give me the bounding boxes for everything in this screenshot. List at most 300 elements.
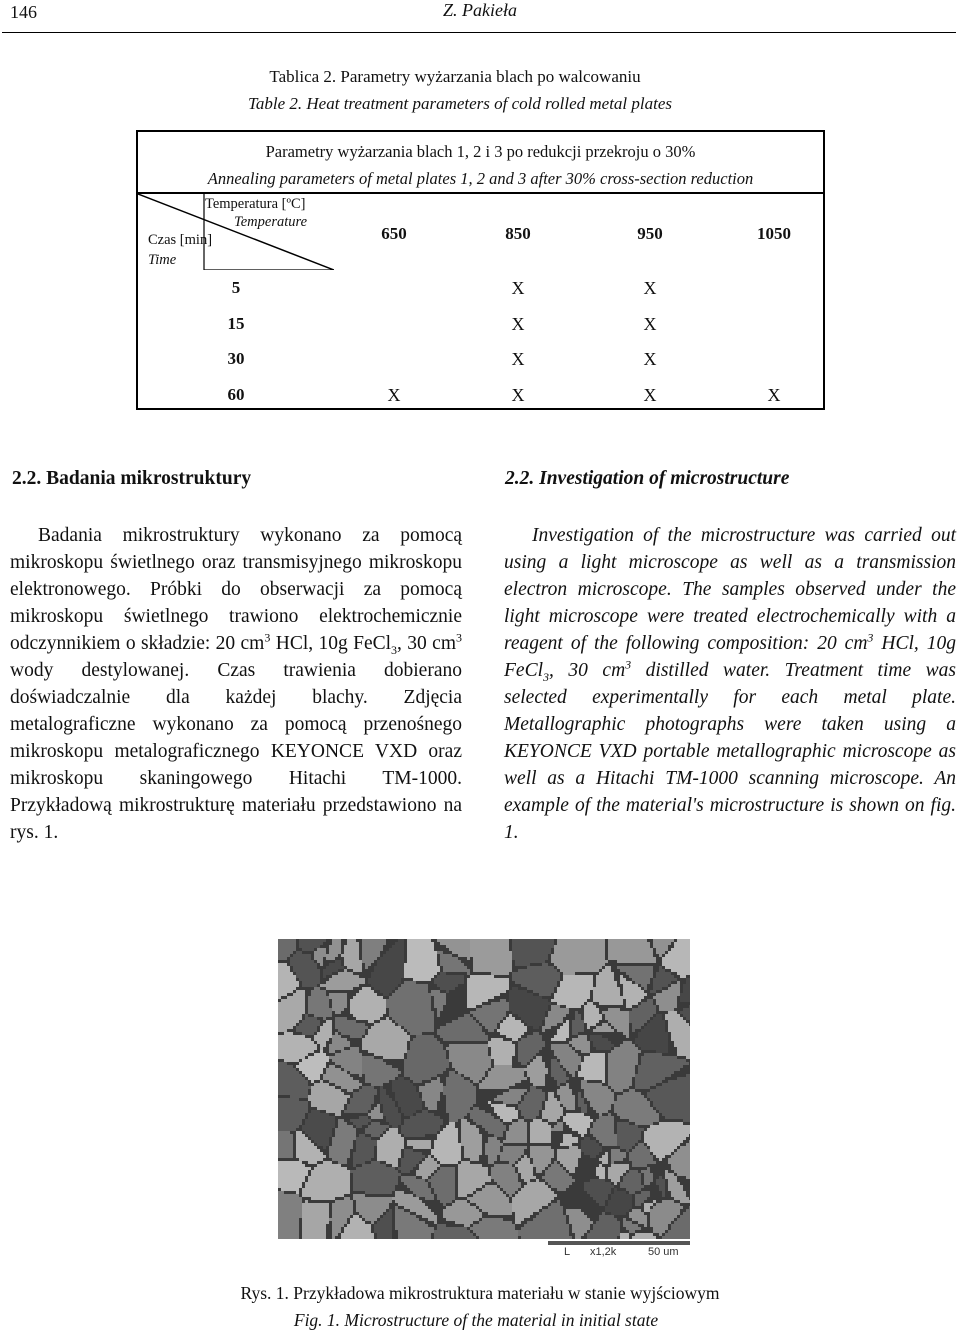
grain-pixel (515, 1020, 518, 1023)
grain-pixel (371, 957, 374, 960)
column-header-850: 850 (505, 224, 531, 243)
grain-pixel (350, 945, 353, 948)
grain-pixel (689, 1005, 690, 1008)
grain-pixel (530, 987, 533, 990)
grain-pixel (485, 972, 488, 975)
grain-pixel (386, 954, 389, 957)
grain-pixel (431, 942, 434, 945)
grain-pixel (545, 1044, 548, 1047)
grain-pixel (575, 1008, 578, 1011)
grain-pixel (410, 957, 413, 960)
grain-pixel (533, 987, 536, 990)
grain-pixel (326, 966, 329, 969)
grain-pixel (470, 981, 473, 984)
grain-pixel (560, 996, 563, 999)
grain-pixel (434, 942, 437, 945)
grain-pixel (524, 1011, 527, 1014)
grain-pixel (524, 951, 527, 954)
grain-pixel (590, 954, 593, 957)
grain-pixel (413, 981, 416, 984)
grain-pixel (554, 1026, 557, 1029)
grain-pixel (482, 999, 485, 1002)
grain-pixel (455, 1005, 458, 1008)
grain-pixel (530, 975, 533, 978)
grain-pixel (602, 1038, 605, 1041)
grain-pixel (440, 960, 443, 963)
grain-pixel (320, 948, 323, 951)
grain-pixel (476, 1017, 479, 1020)
grain-pixel (566, 1026, 569, 1029)
grain-pixel (536, 996, 539, 999)
grain-pixel (614, 939, 617, 942)
grain-pixel (338, 1035, 341, 1038)
grain-pixel (428, 1029, 431, 1032)
grain-pixel (428, 987, 431, 990)
grain-pixel (665, 939, 668, 942)
grain-pixel (644, 1005, 647, 1008)
grain-pixel (554, 1032, 557, 1035)
grain-pixel (566, 1044, 569, 1047)
grain-pixel (548, 1038, 551, 1041)
grain-pixel (524, 1005, 527, 1008)
grain-pixel (365, 1011, 368, 1014)
grain-pixel (488, 939, 491, 942)
grain-pixel (515, 993, 518, 996)
grain-pixel (677, 1002, 680, 1005)
grain-pixel (407, 999, 410, 1002)
grain-pixel (500, 1044, 503, 1047)
grain-pixel (533, 1017, 536, 1020)
grain-pixel (362, 1044, 365, 1047)
grain-pixel (680, 969, 683, 972)
grain-pixel (284, 990, 287, 993)
grain-pixel (650, 987, 653, 990)
grain-pixel (656, 963, 659, 966)
grain-pixel (434, 1029, 437, 1032)
grain-pixel (548, 1044, 551, 1047)
grain-pixel (548, 1041, 551, 1044)
grain-pixel (467, 1044, 470, 1047)
grain-pixel (311, 1017, 314, 1020)
grain-pixel (644, 945, 647, 948)
grain-pixel (593, 1041, 596, 1044)
grain-pixel (374, 1038, 377, 1041)
grain-pixel (308, 1023, 311, 1026)
grain-pixel (587, 945, 590, 948)
grain-pixel (365, 987, 368, 990)
grain-pixel (506, 1002, 509, 1005)
grain-pixel (620, 969, 623, 972)
grain-pixel (374, 999, 377, 1002)
grain-pixel (386, 1035, 389, 1038)
grain-pixel (311, 1002, 314, 1005)
grain-pixel (350, 990, 353, 993)
grain-pixel (410, 1002, 413, 1005)
grain-pixel (605, 1035, 608, 1038)
grain-pixel (353, 1029, 356, 1032)
grain-pixel (482, 1005, 485, 1008)
grain-pixel (542, 1041, 545, 1044)
grain-pixel (419, 1041, 422, 1044)
grain-pixel (380, 960, 383, 963)
grain-pixel (422, 1026, 425, 1029)
grain-pixel (314, 975, 317, 978)
grain-pixel (404, 1038, 407, 1041)
grain-pixel (347, 1032, 350, 1035)
grain-pixel (509, 1023, 512, 1026)
grain-pixel (371, 999, 374, 1002)
grain-pixel (623, 1017, 626, 1020)
grain-pixel (449, 1029, 452, 1032)
grain-pixel (350, 1035, 353, 1038)
grain-pixel (629, 966, 632, 969)
grain-pixel (533, 996, 536, 999)
grain-pixel (485, 1032, 488, 1035)
grain-pixel (281, 987, 284, 990)
grain-pixel (503, 1023, 506, 1026)
grain-pixel (287, 957, 290, 960)
grain-pixel (332, 1008, 335, 1011)
grain-pixel (578, 957, 581, 960)
grain-pixel (290, 1023, 293, 1026)
grain-pixel (557, 1017, 560, 1020)
grain-pixel (689, 1023, 690, 1026)
grain-pixel (329, 1023, 332, 1026)
grain-pixel (545, 966, 548, 969)
grain-pixel (680, 984, 683, 987)
grain-pixel (683, 1032, 686, 1035)
grain-pixel (575, 1011, 578, 1014)
grain-pixel (413, 1029, 416, 1032)
microstructure-image (278, 939, 690, 1239)
grain-pixel (578, 1029, 581, 1032)
grain-pixel (605, 987, 608, 990)
grain-pixel (479, 984, 482, 987)
grain-pixel (488, 1020, 491, 1023)
grain-pixel (497, 972, 500, 975)
grain-pixel (599, 1002, 602, 1005)
grain-pixel (641, 1041, 644, 1044)
grain-pixel (476, 1014, 479, 1017)
grain-pixel (548, 1032, 551, 1035)
grain-pixel (515, 1029, 518, 1032)
grain-pixel (590, 990, 593, 993)
grain-pixel (557, 954, 560, 957)
grain-pixel (317, 948, 320, 951)
grain-pixel (461, 1026, 464, 1029)
grain-pixel (368, 1014, 371, 1017)
grain-pixel (374, 1044, 377, 1047)
grain-pixel (566, 969, 569, 972)
grain-pixel (335, 1020, 338, 1023)
grain-pixel (626, 1038, 629, 1041)
grain-pixel (482, 1038, 485, 1041)
grain-pixel (383, 1017, 386, 1020)
grain-pixel (488, 1017, 491, 1020)
grain-pixel (317, 1023, 320, 1026)
grain-pixel (311, 981, 314, 984)
grain-pixel (305, 990, 308, 993)
grain-pixel (602, 978, 605, 981)
grain-pixel (668, 972, 671, 975)
grain-pixel (593, 975, 596, 978)
grain-pixel (638, 999, 641, 1002)
grain-pixel (416, 1008, 419, 1011)
grain-pixel (329, 1035, 332, 1038)
grain-pixel (494, 957, 497, 960)
grain-pixel (473, 957, 476, 960)
grain-pixel (629, 957, 632, 960)
grain-pixel (383, 1038, 386, 1041)
grain-pixel (674, 969, 677, 972)
grain-pixel (578, 1020, 581, 1023)
grain-pixel (677, 954, 680, 957)
grain-pixel (305, 1038, 308, 1041)
grain-pixel (455, 987, 458, 990)
grain-pixel (623, 981, 626, 984)
grain-pixel (404, 942, 407, 945)
grain-pixel (506, 951, 509, 954)
grain-pixel (368, 1026, 371, 1029)
grain-pixel (506, 1035, 509, 1038)
grain-pixel (620, 975, 623, 978)
grain-pixel (443, 990, 446, 993)
grain-pixel (656, 975, 659, 978)
grain-pixel (668, 987, 671, 990)
grain-pixel (554, 954, 557, 957)
grain-pixel (302, 1041, 305, 1044)
grain-pixel (458, 1005, 461, 1008)
grain-pixel (404, 969, 407, 972)
grain-pixel (485, 963, 488, 966)
grain-pixel (437, 945, 440, 948)
grain-pixel (326, 1008, 329, 1011)
grain-pixel (551, 960, 554, 963)
grain-pixel (569, 1032, 572, 1035)
grain-pixel (419, 1017, 422, 1020)
grain-pixel (593, 1017, 596, 1020)
grain-pixel (632, 948, 635, 951)
grain-pixel (572, 1011, 575, 1014)
grain-pixel (584, 963, 587, 966)
grain-pixel (683, 954, 686, 957)
grain-pixel (410, 1032, 413, 1035)
grain-pixel (290, 1020, 293, 1023)
grain-pixel (578, 966, 581, 969)
grain-pixel (371, 1005, 374, 1008)
grain-pixel (464, 963, 467, 966)
grain-pixel (290, 1029, 293, 1032)
grain-pixel (407, 945, 410, 948)
grain-pixel (647, 987, 650, 990)
grain-pixel (554, 939, 557, 942)
grain-pixel (314, 1011, 317, 1014)
grain-pixel (626, 969, 629, 972)
grain-pixel (437, 1014, 440, 1017)
grain-pixel (389, 972, 392, 975)
grain-pixel (311, 1011, 314, 1014)
grain-pixel (659, 957, 662, 960)
grain-pixel (473, 1026, 476, 1029)
grain-pixel (482, 1002, 485, 1005)
grain-pixel (650, 1023, 653, 1026)
grain-pixel (377, 984, 380, 987)
grain-pixel (323, 1041, 326, 1044)
grain-pixel (584, 939, 587, 942)
grain-pixel (590, 969, 593, 972)
grain-pixel (551, 1041, 554, 1044)
grain-pixel (455, 1038, 458, 1041)
grain-pixel (680, 1035, 683, 1038)
grain-pixel (677, 1032, 680, 1035)
grain-pixel (590, 942, 593, 945)
grain-pixel (284, 1017, 287, 1020)
grain-pixel (368, 987, 371, 990)
grain-pixel (392, 951, 395, 954)
grain-pixel (668, 954, 671, 957)
grain-pixel (437, 990, 440, 993)
grain-pixel (281, 948, 284, 951)
grain-pixel (566, 951, 569, 954)
grain-pixel (440, 939, 443, 942)
grain-pixel (683, 999, 686, 1002)
grain-pixel (518, 999, 521, 1002)
grain-pixel (458, 972, 461, 975)
grain-pixel (287, 1035, 290, 1038)
grain-pixel (662, 999, 665, 1002)
grain-pixel (443, 942, 446, 945)
grain-pixel (434, 957, 437, 960)
grain-pixel (626, 993, 629, 996)
grain-pixel (500, 939, 503, 942)
corner-time-label-en: Time (148, 252, 177, 268)
grain-pixel (326, 963, 329, 966)
grain-pixel (344, 948, 347, 951)
grain-pixel (593, 954, 596, 957)
grain-pixel (437, 996, 440, 999)
grain-pixel (548, 987, 551, 990)
grain-pixel (599, 969, 602, 972)
grain-pixel (389, 942, 392, 945)
grain-pixel (632, 960, 635, 963)
grain-pixel (311, 966, 314, 969)
grain-pixel (359, 969, 362, 972)
grain-pixel (380, 1002, 383, 1005)
grain-pixel (458, 1035, 461, 1038)
grain-pixel (629, 948, 632, 951)
grain-pixel (293, 1023, 296, 1026)
grain-pixel (320, 987, 323, 990)
grain-pixel (383, 1011, 386, 1014)
grain-pixel (605, 1008, 608, 1011)
grain-pixel (440, 1032, 443, 1035)
grain-pixel (416, 993, 419, 996)
grain-pixel (419, 981, 422, 984)
grain-pixel (449, 1014, 452, 1017)
grain-pixel (476, 1011, 479, 1014)
grain-pixel (380, 1041, 383, 1044)
grain-pixel (452, 948, 455, 951)
grain-pixel (530, 978, 533, 981)
grain-pixel (425, 942, 428, 945)
grain-pixel (524, 1038, 527, 1041)
grain-pixel (608, 981, 611, 984)
grain-pixel (362, 1035, 365, 1038)
grain-pixel (287, 948, 290, 951)
grain-pixel (476, 954, 479, 957)
grain-pixel (356, 1026, 359, 1029)
grain-pixel (653, 960, 656, 963)
grain-pixel (452, 1002, 455, 1005)
grain-pixel (476, 999, 479, 1002)
grain-pixel (344, 975, 347, 978)
grain-pixel (509, 1032, 512, 1035)
grain-pixel (581, 996, 584, 999)
grain-pixel (596, 972, 599, 975)
grain-pixel (527, 984, 530, 987)
grain-pixel (620, 987, 623, 990)
grain-pixel (374, 1041, 377, 1044)
grain-pixel (287, 942, 290, 945)
table-cell: X (511, 349, 525, 369)
grain-pixel (341, 1044, 344, 1047)
grain-pixel (314, 1032, 317, 1035)
grain-pixel (599, 972, 602, 975)
grain-pixel (419, 966, 422, 969)
grain-pixel (401, 993, 404, 996)
grain-pixel (329, 1020, 332, 1023)
grain-pixel (572, 1014, 575, 1017)
grain-pixel (437, 1023, 440, 1026)
grain-pixel (653, 1035, 656, 1038)
grain-pixel (395, 990, 398, 993)
grain-pixel (404, 1017, 407, 1020)
grain-pixel (461, 1041, 464, 1044)
grain-pixel (626, 1041, 629, 1044)
grain-pixel (650, 1038, 653, 1041)
grain-pixel (653, 1041, 656, 1044)
grain-pixel (506, 969, 509, 972)
grain-pixel (323, 987, 326, 990)
grain-pixel (560, 1032, 563, 1035)
grain-pixel (437, 1026, 440, 1029)
grain-pixel (689, 942, 690, 945)
grain-pixel (605, 960, 608, 963)
grain-pixel (524, 945, 527, 948)
grain-pixel (476, 1026, 479, 1029)
grain-pixel (422, 1044, 425, 1047)
grain-pixel (452, 951, 455, 954)
grain-pixel (455, 969, 458, 972)
grain-pixel (569, 993, 572, 996)
grain-pixel (365, 939, 368, 942)
grain-pixel (482, 1044, 485, 1047)
grain-pixel (575, 996, 578, 999)
grain-pixel (332, 939, 335, 942)
grain-pixel (491, 957, 494, 960)
grain-pixel (341, 948, 344, 951)
grain-pixel (566, 996, 569, 999)
grain-pixel (410, 987, 413, 990)
grain-pixel (572, 978, 575, 981)
grain-pixel (548, 963, 551, 966)
grain-pixel (317, 984, 320, 987)
grain-pixel (614, 981, 617, 984)
grain-pixel (455, 972, 458, 975)
grain-pixel (548, 939, 551, 942)
grain-pixel (590, 987, 593, 990)
grain-pixel (497, 951, 500, 954)
